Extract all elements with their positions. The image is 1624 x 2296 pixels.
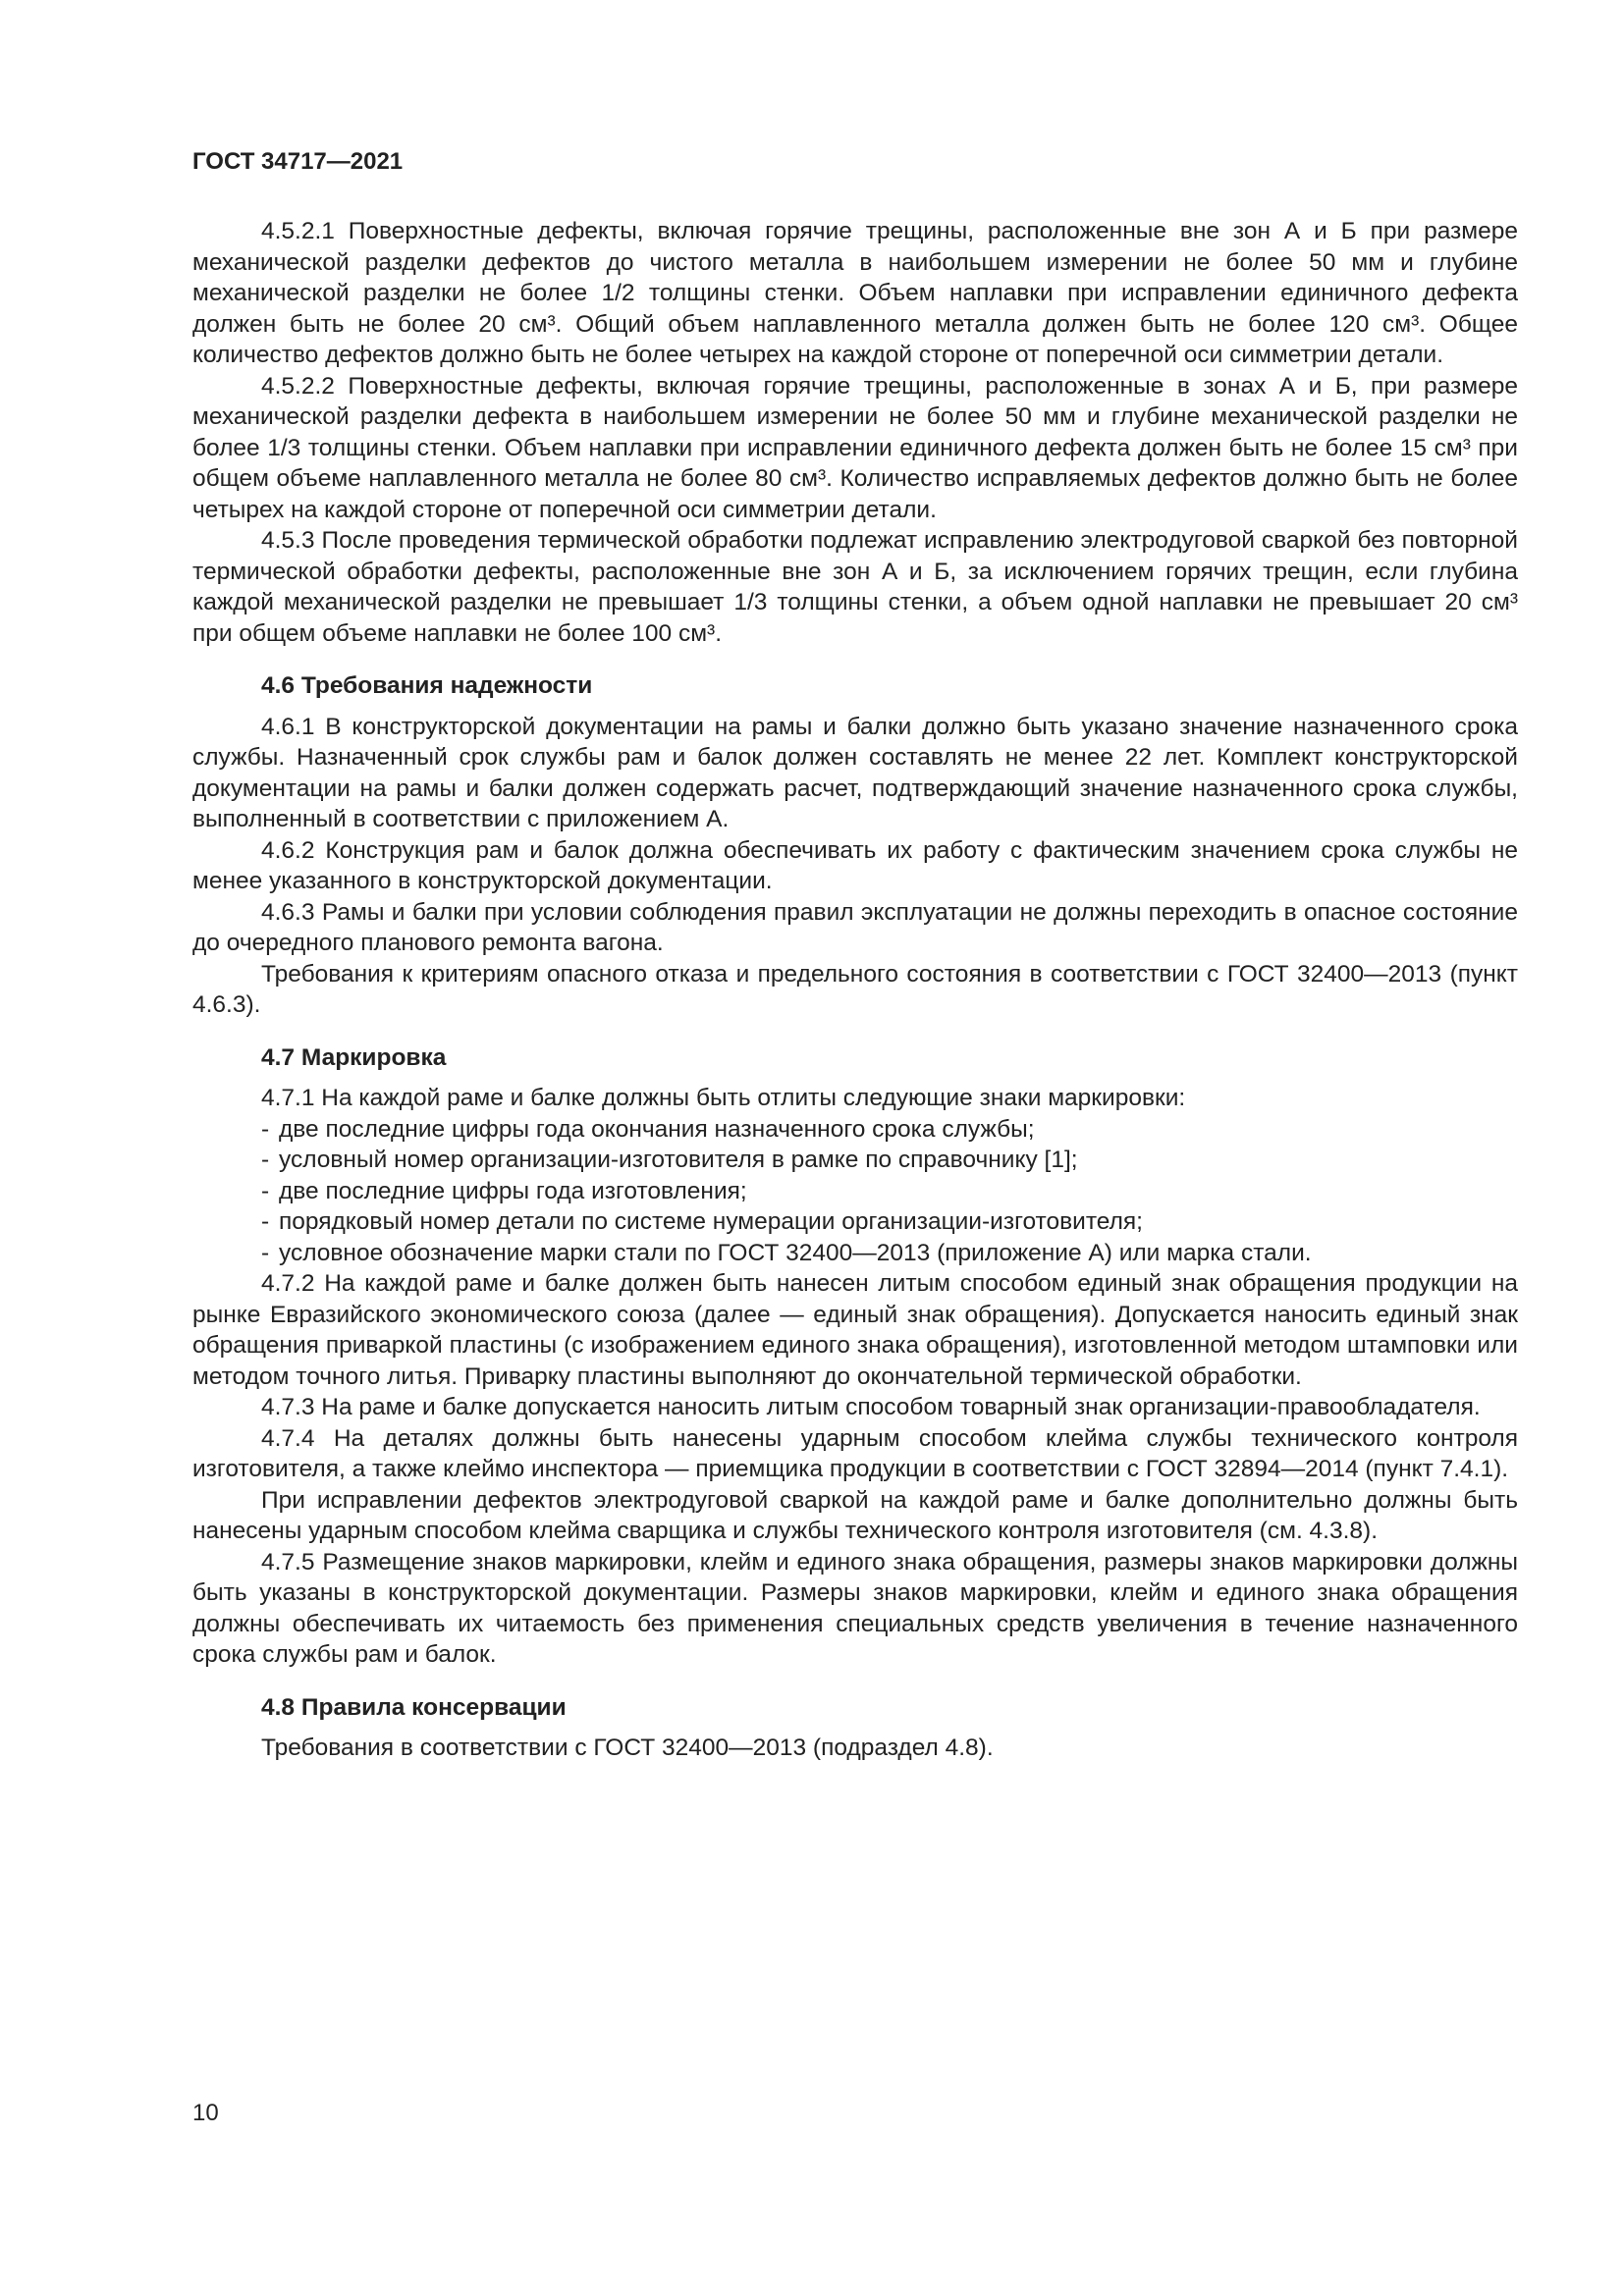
- section-heading: 4.7 Маркировка: [261, 1043, 447, 1071]
- paragraph: 4.5.2.2 Поверхностные дефекты, включая горячие трещины, расположенные в зонах А и Б, при размере механической разделки дефекта в наибольшем измерении не более 50 мм и глубине механической разделки не более 1/3 толщины стенки. Объем наплавки при исправлении единичного дефекта должен быть не более 15 см³ при общем объеме наплавленного металла не более 80 см³. Количество исправляемых дефектов должно быть не более четырех на каждой стороне от поперечной оси симметрии детали.: [192, 372, 1518, 523]
- list-item: - условное обозначение марки стали по ГОСТ 32400—2013 (приложение А) или марка стали.: [192, 1238, 1518, 1269]
- section-heading: 4.6 Требования надежности: [261, 672, 593, 699]
- paragraph: 4.7.1 На каждой раме и балке должны быть отлиты следующие знаки маркировки:: [261, 1085, 1186, 1111]
- document-header: ГОСТ 34717—2021: [192, 148, 404, 175]
- paragraph: 4.6.2 Конструкция рам и балок должна обеспечивать их работу с фактическим значением срока службы не менее указанного в конструкторской документации.: [192, 836, 1518, 894]
- list-item: - условный номер организации-изготовителя в рамке по справочнику [1];: [192, 1145, 1518, 1176]
- paragraph: 4.7.3 На раме и балке допускается наносить литым способом товарный знак организации-правообладателя.: [261, 1394, 1481, 1420]
- list-item: - порядковый номер детали по системе нумерации организации-изготовителя;: [192, 1206, 1518, 1238]
- paragraph: 4.5.3 После проведения термической обработки подлежат исправлению электродуговой сваркой без повторной термической обработки дефекты, расположенные вне зон А и Б, за исключением горячих трещин, если глубина каждой механической разделки не превышает 1/3 толщины стенки, а объем одной наплавки не превышает 20 см³ при общем объеме наплавки не более 100 см³.: [192, 527, 1518, 647]
- section-heading: 4.8 Правила консервации: [261, 1693, 567, 1721]
- paragraph: 4.5.2.1 Поверхностные дефекты, включая горячие трещины, расположенные вне зон А и Б при размере механической разделки дефектов до чистого металла в наибольшем измерении не более 50 мм и глубине механической разделки не более 1/2 толщины стенки. Объем наплавки при исправлении единичного дефекта должен быть не более 20 см³. Общий объем наплавленного металла должен быть не более 120 см³. Общее количество дефектов должно быть не более четырех на каждой стороне от поперечной оси симметрии детали.: [192, 218, 1518, 368]
- paragraph: 4.7.2 На каждой раме и балке должен быть нанесен литым способом единый знак обращения продукции на рынке Евразийского экономического союза (далее — единый знак обращения). Допускается наносить единый знак обращения приваркой пластины (с изображением единого знака обращения), изготовленной методом штамповки или методом точного литья. Приварку пластины выполняют до окончательной термической обработки.: [192, 1270, 1518, 1390]
- page-number: 10: [192, 2100, 219, 2126]
- paragraph: 4.6.3 Рамы и балки при условии соблюдения правил эксплуатации не должны переходить в опасное состояние до очередного планового ремонта вагона.: [192, 898, 1518, 956]
- paragraph: Требования к критериям опасного отказа и предельного состояния в соответствии с ГОСТ 32400—2013 (пункт 4.6.3).: [192, 960, 1518, 1018]
- document-body: [192, 216, 1518, 1764]
- paragraph: При исправлении дефектов электродуговой сваркой на каждой раме и балке дополнительно должны быть нанесены ударным способом клейма сварщика и службы технического контроля изготовителя (см. 4.3.8).: [192, 1486, 1518, 1544]
- paragraph: 4.6.1 В конструкторской документации на рамы и балки должно быть указано значение назначенного срока службы. Назначенный срок службы рам и балок должен составлять не менее 22 лет. Комплект конструкторской документации на рамы и балки должен содержать расчет, подтверждающий значение назначенного срока службы, выполненный в соответствии с приложением А.: [192, 713, 1518, 832]
- paragraph: 4.7.5 Размещение знаков маркировки, клейм и единого знака обращения, размеры знаков маркировки должны быть указаны в конструкторской документации. Размеры знаков маркировки, клейм и единого знака обращения должны обеспечивать их читаемость без применения специальных средств увеличения в течение назначенного срока службы рам и балок.: [192, 1548, 1518, 1668]
- list-item: - две последние цифры года изготовления;: [192, 1176, 1518, 1207]
- paragraph: 4.7.4 На деталях должны быть нанесены ударным способом клейма службы технического контроля изготовителя, а также клеймо инспектора — приемщика продукции в соответствии с ГОСТ 32894—2014 (пункт 7.4.1).: [192, 1424, 1518, 1482]
- document-page: [192, 147, 1518, 1764]
- paragraph: Требования в соответствии с ГОСТ 32400—2013 (подраздел 4.8).: [261, 1735, 994, 1761]
- list-item: - две последние цифры года окончания назначенного срока службы;: [192, 1114, 1518, 1146]
